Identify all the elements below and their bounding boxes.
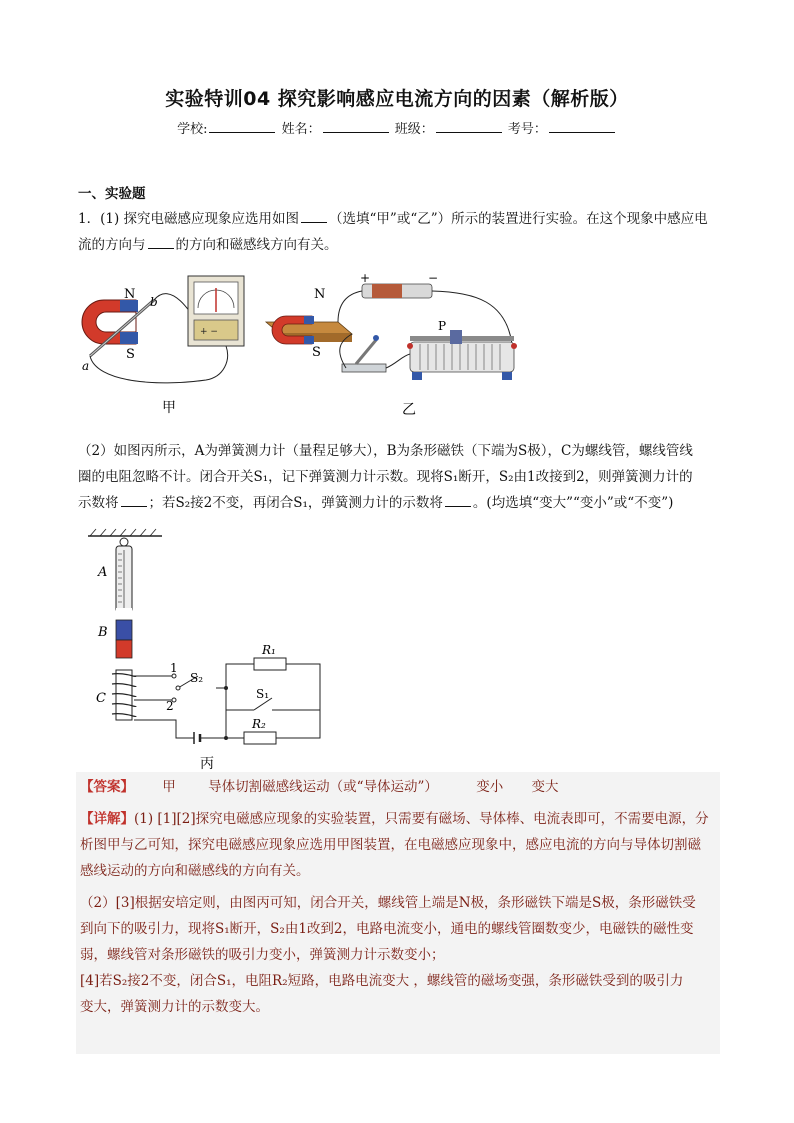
q1-text-d: 的方向和磁感线方向有关。 bbox=[175, 237, 338, 253]
wire-yi-1 bbox=[338, 291, 362, 322]
q1-blank-1[interactable] bbox=[301, 210, 327, 223]
bar-magnet-b bbox=[116, 608, 132, 658]
explanation-line-1: (1) [1][2]探究电磁感应现象的实验装置，只需要有磁场、导体棒、电流表即可，不需要电源，分 bbox=[134, 811, 709, 827]
resistor-r1 bbox=[254, 658, 286, 670]
q1-text-b: （选填“甲”或“乙”）所示的装置进行实验。在这个现象中感应电 bbox=[329, 211, 708, 227]
school-label: 学校: bbox=[177, 122, 208, 137]
resistor-r2 bbox=[244, 732, 276, 744]
galvanometer bbox=[188, 276, 244, 346]
name-label: 姓名： bbox=[281, 122, 321, 137]
label-s1: S₁ bbox=[256, 687, 270, 701]
explanation-line-2: 析图甲与乙可知，探究电磁感应现象应选用甲图装置，在电磁感应现象中，感应电流的方向与导体切割磁 bbox=[80, 837, 701, 853]
q1-part2-line-2: 圈的电阻忽略不计。闭合开关S₁，记下弹簧测力计示数。现将S₁断开，S₂由1改接到2，则弹簧测力计的 bbox=[78, 469, 693, 485]
explanation-line-7: [4]若S₂接2不变，闭合S₁，电阻R₂短路，电路电流变大 ，螺线管的磁场变强，条形磁铁受到的吸引力 bbox=[80, 973, 684, 989]
explanation-line-8: 变大，弹簧测力计的示数变大。 bbox=[80, 999, 269, 1015]
q1-blank-3[interactable] bbox=[121, 494, 147, 507]
battery bbox=[362, 284, 432, 298]
answer-line bbox=[80, 774, 716, 800]
answer-4: 变大 bbox=[531, 779, 559, 795]
label-1: 1 bbox=[170, 661, 178, 675]
label-plus: + bbox=[360, 272, 371, 285]
explanation-tag: 【详解】 bbox=[80, 811, 134, 827]
explanation-line-4: （2）[3]根据安培定则，由图丙可知，闭合开关，螺线管上端是N极，条形磁铁下端是S极，条形磁铁受 bbox=[80, 895, 696, 911]
label-s2: S₂ bbox=[190, 671, 204, 685]
label-r1: R₁ bbox=[262, 643, 276, 657]
explanation-line-6: 弱，螺线管对条形磁铁的吸引力变小，弹簧测力计示数变小； bbox=[80, 947, 445, 963]
class-blank[interactable] bbox=[436, 120, 502, 133]
label-a-scale: A bbox=[98, 565, 108, 580]
label-r2: R₂ bbox=[252, 717, 266, 731]
name-blank[interactable] bbox=[323, 120, 389, 133]
figure-bing bbox=[76, 524, 346, 774]
label-n-jia: N bbox=[124, 287, 136, 302]
caption-bing: 丙 bbox=[200, 756, 214, 772]
label-b: b bbox=[150, 295, 158, 309]
caption-yi: 乙 bbox=[402, 402, 416, 418]
page-title: 实验特训04 探究影响感应电流方向的因素（解析版） bbox=[165, 88, 629, 110]
q1-part2-text-c: 。(均选填“变大”“变小”或“不变”) bbox=[472, 495, 674, 511]
explanation-line-3: 感线运动的方向和磁感线的方向有关。 bbox=[80, 863, 310, 879]
q1-part2-text-b: ；若S₂接2不变，再闭合S₁，弹簧测力计的示数将 bbox=[148, 495, 443, 511]
answer-3: 变小 bbox=[476, 779, 504, 795]
circuit-wires bbox=[134, 664, 320, 738]
q1-text-c: 流的方向与 bbox=[78, 237, 146, 253]
label-c-solenoid: C bbox=[96, 691, 106, 706]
wire-yi-4 bbox=[386, 354, 410, 368]
magnet-on-board-yi bbox=[266, 316, 352, 344]
section-heading: 一、实验题 bbox=[78, 186, 146, 202]
rheostat bbox=[407, 330, 517, 380]
q1-part2-text-a: 示数将 bbox=[78, 495, 119, 511]
label-minus: − bbox=[428, 272, 439, 285]
q1-blank-2[interactable] bbox=[148, 236, 174, 249]
solenoid-c bbox=[112, 670, 136, 720]
exam-no-blank[interactable] bbox=[549, 120, 615, 133]
svg-text:+ −: + − bbox=[200, 327, 218, 337]
school-blank[interactable] bbox=[209, 120, 275, 133]
figure-jia-yi bbox=[76, 272, 536, 422]
q1-blank-4[interactable] bbox=[445, 494, 471, 507]
label-n-yi: N bbox=[314, 287, 326, 302]
answer-2: 导体切割磁感线运动（或“导体运动”） bbox=[208, 779, 438, 795]
junction-1 bbox=[224, 686, 228, 690]
junction-2 bbox=[224, 736, 228, 740]
answer-1: 甲 bbox=[162, 779, 176, 795]
question-1-part-2 bbox=[78, 438, 720, 516]
label-b-magnet: B bbox=[98, 625, 108, 640]
caption-jia: 甲 bbox=[162, 400, 176, 416]
label-s-jia: S bbox=[126, 347, 135, 362]
q1-text-a: 1．(1) 探究电磁感应现象应选用如图 bbox=[78, 211, 300, 227]
class-label: 班级： bbox=[394, 122, 434, 137]
label-a: a bbox=[82, 359, 90, 373]
label-p: P bbox=[438, 319, 447, 333]
student-info-line bbox=[0, 118, 794, 137]
ceiling-hatch bbox=[90, 529, 156, 536]
label-s-yi: S bbox=[312, 345, 321, 360]
q1-part2-line-1: （2）如图丙所示，A为弹簧测力计（量程足够大），B为条形磁铁（下端为S极），C为螺线管，螺线管线 bbox=[78, 443, 693, 459]
question-1-part-1 bbox=[78, 206, 720, 258]
answer-tag: 【答案】 bbox=[80, 779, 134, 795]
label-2: 2 bbox=[166, 699, 174, 713]
wire-a bbox=[90, 346, 228, 383]
explanation bbox=[80, 806, 716, 1020]
explanation-line-5: 到向下的吸引力，现将S₁断开，S₂由1改到2，电路电流变小，通电的螺线管圈数变少，电磁铁的磁性变 bbox=[80, 921, 694, 937]
exam-no-label: 考号： bbox=[507, 122, 547, 137]
